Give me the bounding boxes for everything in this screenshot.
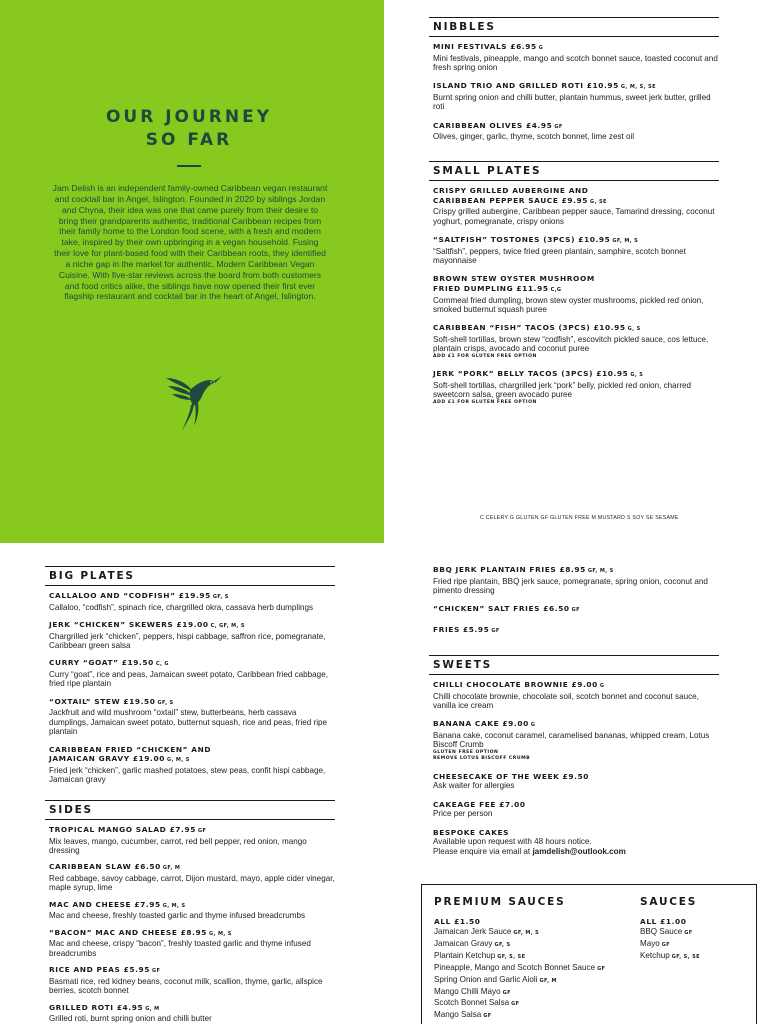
menu-item: MAC AND CHEESE £7.95 G, M, S Mac and cheese, freshly toasted garlic and thyme infused breadcrumbs xyxy=(49,899,305,921)
menu-item: FRIES £5.95 GF xyxy=(433,625,500,634)
allergen-tags: GF, M, S xyxy=(612,238,639,244)
gluten-free-instruction: REMOVE LOTUS BISCOFF CRUMB xyxy=(433,756,531,762)
menu-item: CARIBBEAN FRIED “CHICKEN” AND JAMAICAN GRAVY £19.00 G, M, S Fried jerk “chicken”, garlic mashed potatoes, stew peas, confit hispi cabbage, Jamaican gravy xyxy=(49,744,326,785)
allergen-tags: GF, S xyxy=(157,699,174,706)
allergen-tags: G, S xyxy=(630,372,644,379)
menu-item: “CHICKEN” SALT FRIES £6.50 GF xyxy=(433,604,580,614)
menu-item: GRILLED ROTI £4.95 G, M Grilled roti, burnt spring onion and chilli butter xyxy=(49,1002,212,1024)
menu-item: CURRY “GOAT” £19.50 C, G Curry “goat”, rice and peas, Jamaican sweet potato, Caribbean fried cabbage, fried ripe plantain xyxy=(49,658,328,689)
menu-item: JERK “CHICKEN” SKEWERS £19.00 C, GF, M, S Chargrilled jerk “chicken”, peppers, hispi cabbage, saffron rice, pomegranate, Caribbean green salsa xyxy=(49,620,326,650)
menu-item: BESPOKE CAKES Available upon request with 48 hours notice. Please enquire via email at jamdelish@outlook.com xyxy=(433,827,626,856)
allergen-tags: G, S xyxy=(627,326,641,333)
allergen-tags: C, G xyxy=(155,661,169,668)
allergen-tags: G, SE xyxy=(590,198,607,205)
menu-item: CARIBBEAN SLAW £6.50 GF, M Red cabbage, savoy cabbage, carrot, Dijon mustard, mayo, apple cider vinegar, maple syrup, lime xyxy=(49,862,335,893)
allergen-tags: GF xyxy=(571,607,580,614)
allergen-tags: GF, M, S xyxy=(587,568,614,574)
allergen-tags: G xyxy=(530,722,536,729)
sauces-box xyxy=(421,884,757,1024)
menu-item: BANANA CAKE £9.00 G Banana cake, coconut caramel, caramelised bananas, whipped cream, Lotus Biscoff Crumb GLUTEN FREE OPTION REMOVE LOTUS BISCOFF CRUMB xyxy=(433,719,719,762)
section-heading: SWEETS xyxy=(429,655,719,675)
section-heading: SIDES xyxy=(45,800,335,820)
nibbles-section xyxy=(429,17,719,142)
menu-item: BROWN STEW OYSTER MUSHROOM FRIED DUMPLING £11.95 C,G Cornmeal fried dumpling, brown stew oyster mushrooms, pickled red onion, smoked butternut squash puree xyxy=(433,274,704,314)
section-heading: BIG PLATES xyxy=(45,566,335,586)
allergen-tags: GF xyxy=(554,123,563,130)
menu-item: CARIBBEAN “FISH” TACOS (3PCS) £10.95 G, S Soft-shell tortillas, brown stew “codfish”, escovitch pickled sauce, cos lettuce, plantain crisps, avocado and coconut puree ADD £1 FOR GLUTEN FREE OPTION xyxy=(433,323,719,360)
menu-item: BBQ JERK PLANTAIN FRIES £8.95 GF, M, S Fried ripe plantain, BBQ jerk sauce, pomegranate, spring onion, coconut and pimento dressing xyxy=(433,565,708,595)
allergen-tags: G xyxy=(538,45,544,51)
sweets-section xyxy=(429,655,719,856)
menu-item: JERK “PORK” BELLY TACOS (3PCS) £10.95 G, S Soft-shell tortillas, chargrilled jerk “pork” belly, pickled red onion, charred sweetcorn salsa, green avocado puree ADD £1 FOR GLUTEN FREE OPTION xyxy=(433,369,719,406)
allergen-tags: G xyxy=(599,683,605,689)
gluten-free-note: ADD £1 FOR GLUTEN FREE OPTION xyxy=(433,353,537,359)
small-plates-section xyxy=(429,161,719,406)
allergen-tags: GF, M xyxy=(162,865,181,872)
allergen-tags: C,G xyxy=(550,287,562,293)
menu-item: CAKEAGE FEE £7.00 Price per person xyxy=(433,799,526,819)
title-divider xyxy=(177,165,201,167)
sauce-item: Scotch Bonnet Salsa GF xyxy=(434,998,520,1008)
journey-story-text: Jam Delish is an independent family-owned Caribbean vegan restaurant and cocktail bar in Angel, Islington. Founded in 2020 by siblings Jordan and Chyna, their idea was one that came purely from their desire to bring their grandparents authentic, traditional Caribbean recipes from their family home to the London food scene, with a fresh and modern take, inspired by their own upbringing in a vegan household. Fusing their love for plant-based food with their Caribbean roots, they identified a niche gap in the market for authentic, Modern Caribbean Vegan Cuisine. With five-star reviews across the board from both customers and food critics alike, the siblings have now opened their first ever flagship restaurant and cocktail bar in the heart of Angel, Islington. xyxy=(52,183,328,302)
sauce-item: Mango Salsa GF xyxy=(434,1010,492,1020)
menu-item: RICE AND PEAS £5.95 GF Basmati rice, red kidney beans, coconut milk, scallion, thyme, garlic, allspice berries, scotch bonnet xyxy=(49,965,323,996)
contact-email-link[interactable]: jamdelish@outlook.com xyxy=(532,846,626,856)
menu-item: CARIBBEAN OLIVES £4.95 GF Olives, ginger, garlic, thyme, scotch bonnet, lime zest oil xyxy=(433,120,635,142)
section-heading: NIBBLES xyxy=(429,17,719,37)
sauce-item: Plantain Ketchup GF, S, SE xyxy=(434,950,526,960)
menu-item: ISLAND TRIO AND GRILLED ROTI £10.95 G, M, S, SE Burnt spring onion and chilli butter, plantain hummus, sweet jerk butter, grilled roti xyxy=(433,81,711,112)
menu-item: MINI FESTIVALS £6.95 G Mini festivals, pineapple, mango and scotch bonnet sauce, toasted coconut and fresh spring onion xyxy=(433,42,718,72)
allergen-tags: G, M xyxy=(145,1005,160,1012)
story-panel xyxy=(0,0,384,543)
menu-item: “BACON” MAC AND CHEESE £8.95 G, M, S Mac and cheese, crispy “bacon”, freshly toasted garlic and thyme infused breadcrumbs xyxy=(49,927,311,958)
journey-title: OUR JOURNEY SO FAR xyxy=(105,107,273,150)
sauce-price: ALL £1.00 xyxy=(640,917,687,926)
sauce-item: BBQ Sauce GF xyxy=(640,927,693,936)
big-plates-section xyxy=(45,566,335,785)
allergen-legend: C CELERY G GLUTEN GF GLUTEN FREE M MUSTARD S SOY SE SESAME xyxy=(480,515,679,521)
menu-item: TROPICAL MANGO SALAD £7.95 GF Mix leaves, mango, cucumber, carrot, red bell pepper, red onion, mango dressing xyxy=(49,825,307,855)
gluten-free-note: ADD £1 FOR GLUTEN FREE OPTION xyxy=(433,399,537,405)
section-heading: SAUCES xyxy=(640,896,698,908)
allergen-tags: GF xyxy=(491,628,500,634)
sauce-item: Ketchup GF, S, SE xyxy=(640,950,700,960)
fries-section xyxy=(429,565,719,637)
sauce-item: Mayo GF xyxy=(640,938,671,948)
sauce-item: Mango Chilli Mayo GF xyxy=(434,986,511,996)
allergen-tags: GF xyxy=(151,968,161,975)
sauces-column xyxy=(640,895,700,963)
sauce-item: Jamaican Gravy GF, S xyxy=(434,938,511,948)
menu-item: CALLALOO AND “CODFISH” £19.95 GF, S Callaloo, “codfish”, spinach rice, chargrilled okra, cassava herb dumplings xyxy=(49,591,314,612)
menu-item: CRISPY GRILLED AUBERGINE AND CARIBBEAN PEPPER SAUCE £9.95 G, SE Crispy grilled aubergine, Caribbean pepper sauce, Tamarind dressing, coconut yoghurt, pomegranate, crispy onions xyxy=(433,186,715,226)
allergen-tags: G, M, S xyxy=(209,930,232,937)
sauce-item: Pineapple, Mango and Scotch Bonnet Sauce GF xyxy=(434,962,606,972)
allergen-tags: GF, S xyxy=(212,594,229,600)
allergen-tags: G, M, S xyxy=(166,757,190,764)
sauce-item: Jamaican Jerk Sauce GF, M, S xyxy=(434,927,540,936)
menu-item: CHILLI CHOCOLATE BROWNIE £9.00 G Chilli chocolate brownie, chocolate soil, scotch bonnet and coconut sauce, vanilla ice cream xyxy=(433,680,699,710)
sauce-item: Spring Onion and Garlic Aioli GF, M xyxy=(434,974,557,984)
sauce-price: ALL £1.50 xyxy=(434,917,481,926)
allergen-tags: GF xyxy=(197,828,207,834)
allergen-tags: G, M, S, SE xyxy=(620,84,656,91)
menu-item: CHEESECAKE OF THE WEEK £9.50 Ask waiter for allergies xyxy=(433,771,590,791)
allergen-tags: G, M, S xyxy=(162,902,186,909)
allergen-tags: C, GF, M, S xyxy=(210,623,245,629)
menu-item: “OXTAIL” STEW £19.50 GF, S Jackfruit and wild mushroom “oxtail” stew, butterbeans, herb cassava dumplings, Jamaican sweet potato, butternut squash, rice and peas, fried ripe plantain xyxy=(49,696,328,737)
section-heading: SMALL PLATES xyxy=(429,161,719,181)
section-heading: PREMIUM SAUCES xyxy=(434,896,566,908)
sides-section xyxy=(45,800,335,1024)
premium-sauces-column xyxy=(434,895,605,1022)
hummingbird-icon xyxy=(160,364,222,432)
gluten-free-note: GLUTEN FREE OPTION xyxy=(433,749,499,755)
menu-item: “SALTFISH” TOSTONES (3PCS) £10.95 GF, M, S “Saltfish”, peppers, twice fried green plantain, samphire, scotch bonnet mayonnaise xyxy=(433,235,686,265)
